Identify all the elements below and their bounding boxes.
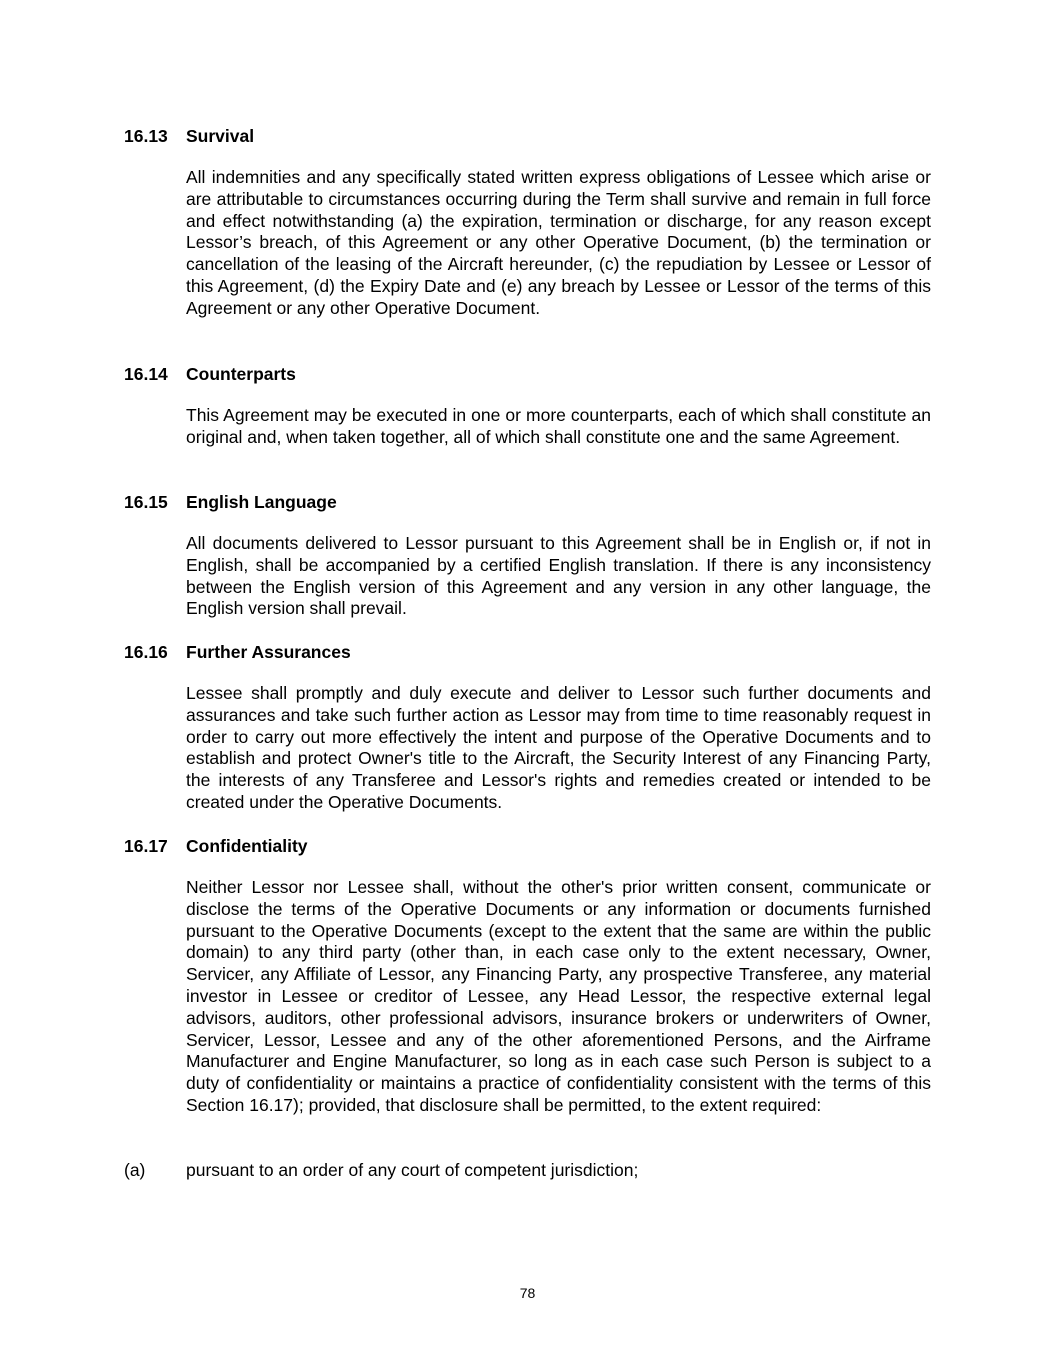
section-number: 16.16	[124, 642, 168, 662]
section-body: All documents delivered to Lessor pursuant to this Agreement shall be in English or, if not in English, shall be accompanied by a certified English translation. If there is any inconsistency between the English version of this Agreement and any version in any other language, the English version shall prevail.	[186, 533, 931, 619]
section-title: English Language	[186, 492, 337, 512]
section-16-16	[124, 641, 932, 814]
section-number: 16.15	[124, 492, 168, 512]
section-16-13	[124, 125, 932, 320]
section-body: Lessee shall promptly and duly execute and deliver to Lessor such further documents and assurances and take such further action as Lessor may from time to time reasonably request in order to carry out more effectively the intent and purpose of the Operative Documents and to establish and protect Owner's title to the Aircraft, the Security Interest of any Financing Party, the interests of any Transferee and Lessor's rights and remedies created or intended to be created under the Operative Documents.	[186, 683, 931, 812]
section-heading	[124, 363, 932, 385]
section-16-14	[124, 363, 932, 449]
section-number: 16.14	[124, 364, 168, 384]
section-title: Further Assurances	[186, 642, 351, 662]
list-item	[124, 1159, 932, 1181]
section-heading	[124, 491, 932, 513]
section-16-17	[124, 835, 932, 1117]
section-title: Survival	[186, 126, 255, 146]
page-number: 78	[519, 1285, 536, 1301]
section-body: Neither Lessor nor Lessee shall, without the other's prior written consent, communicate or disclose the terms of the Operative Documents or any information or documents furnished pursuant to the Operative Documents (except to the extent that the same are within the public domain) to any third party (other than, in each case only to the extent necessary, Owner, Servicer, any Affiliate of Lessor, any Financing Party, any prospective Transferee, any material investor in Lessee or creditor of Lessee, any Head Lessor, the respective external legal advisors, auditors, other professional advisors, insurance brokers or underwriters of Owner, Servicer, Lessor, Lessee and any of the other aforementioned Persons, and the Airframe Manufacturer and Engine Manufacturer, so long as in each case such Person is subject to a duty of confidentiality or maintains a practice of confidentiality consistent with the terms of this Section 16.17); provided, that disclosure shall be permitted, to the extent required:	[186, 877, 931, 1115]
section-body: All indemnities and any specifically stated written express obligations of Lessee which arise or are attributable to circumstances occurring during the Term shall survive and remain in full force and effect notwithstanding (a) the expiration, termination or discharge, for any reason except Lessor’s breach, of this Agreement or any other Operative Document, (b) the termination or cancellation of the leasing of the Aircraft hereunder, (c) the repudiation by Lessee or Lessor of this Agreement, (d) the Expiry Date and (e) any breach by Lessee or Lessor of the terms of this Agreement or any other Operative Document.	[186, 167, 931, 318]
section-heading	[124, 641, 932, 663]
section-number: 16.17	[124, 836, 168, 856]
section-number: 16.13	[124, 126, 168, 146]
list-text: pursuant to an order of any court of competent jurisdiction;	[186, 1160, 639, 1180]
section-16-15	[124, 491, 932, 620]
section-title: Counterparts	[186, 364, 296, 384]
section-heading	[124, 835, 932, 857]
list-marker: (a)	[124, 1160, 146, 1180]
section-title: Confidentiality	[186, 836, 308, 856]
section-heading	[124, 125, 932, 147]
section-body: This Agreement may be executed in one or more counterparts, each of which shall constitute an original and, when taken together, all of which shall constitute one and the same Agreement.	[186, 405, 931, 447]
